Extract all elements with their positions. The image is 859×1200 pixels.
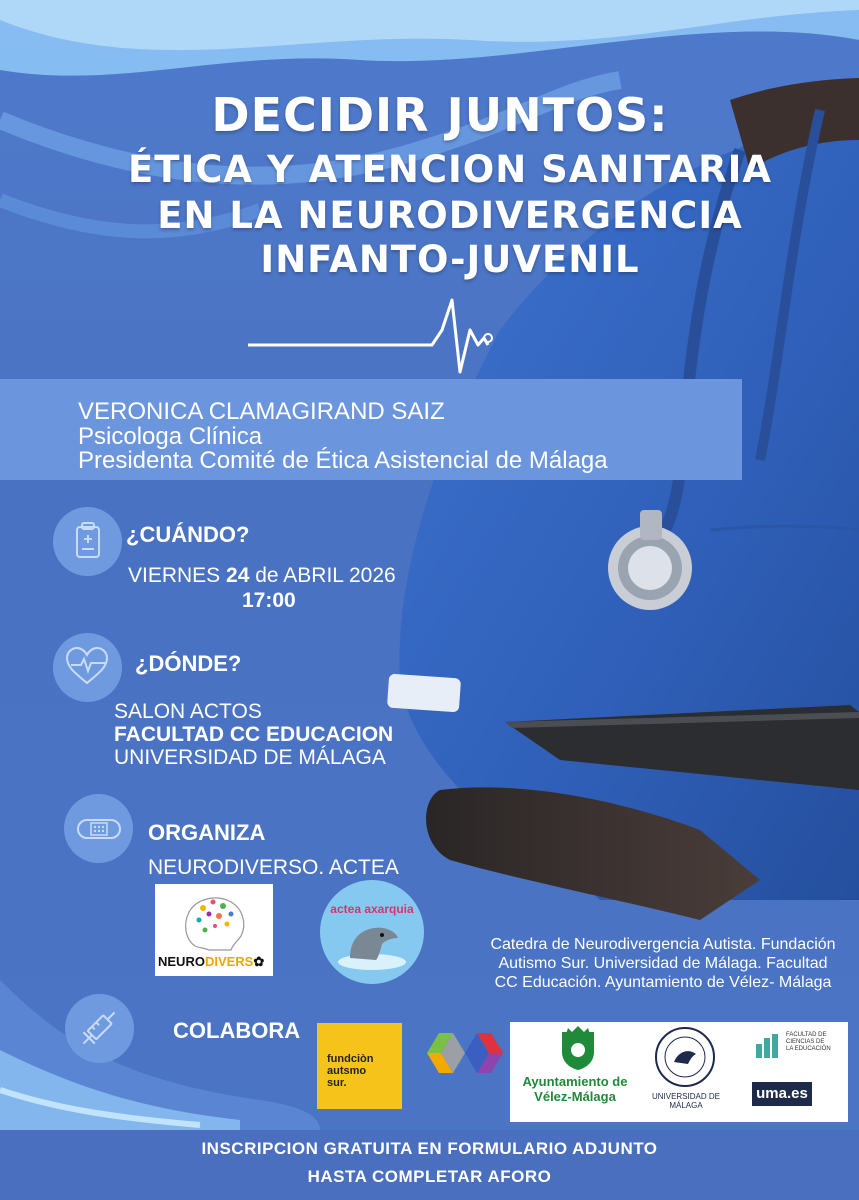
bandage-icon bbox=[64, 794, 133, 863]
facultad-line-1: FACULTAD DE bbox=[786, 1032, 827, 1038]
facultad-building-icon bbox=[754, 1034, 782, 1058]
neurodiverso-logo: NEURODIVERS✿ bbox=[155, 884, 273, 976]
fundacion-autismo-sur-logo bbox=[317, 1023, 402, 1109]
ayto-line-2: Vélez-Málaga bbox=[534, 1089, 616, 1104]
actea-text: actea axarquia bbox=[330, 902, 414, 916]
where-line-1: SALON ACTOS bbox=[114, 700, 262, 723]
fundacion-line-2: autsmo bbox=[327, 1065, 367, 1077]
organiza-label: ORGANIZA bbox=[148, 820, 266, 845]
where-line-3: UNIVERSIDAD DE MÁLAGA bbox=[114, 746, 386, 769]
uma-es-logo: uma.es bbox=[752, 1082, 812, 1106]
heart-pulse-icon bbox=[53, 633, 122, 702]
facultad-line-2: CIENCIAS DE bbox=[786, 1039, 825, 1045]
title-line-3: EN LA NEURODIVERGENCIA bbox=[157, 194, 743, 237]
catedra-logo bbox=[425, 1030, 505, 1076]
fundacion-line-1: fundciòn bbox=[327, 1053, 374, 1065]
uma-seal-icon bbox=[654, 1026, 716, 1088]
when-time: 17:00 bbox=[242, 589, 296, 612]
colabora-label: COLABORA bbox=[173, 1018, 301, 1043]
fundacion-line-3: sur. bbox=[327, 1077, 347, 1089]
where-line-2: FACULTAD CC EDUCACION bbox=[114, 723, 394, 746]
footer-line-2: HASTA COMPLETAR AFORO bbox=[307, 1167, 552, 1186]
where-label: ¿DÓNDE? bbox=[135, 651, 242, 676]
when-day-number: 24 bbox=[226, 564, 250, 587]
ayuntamiento-shield-icon bbox=[558, 1026, 598, 1072]
neurodiverso-text-b: DIVERS bbox=[204, 954, 254, 969]
when-date bbox=[128, 564, 396, 588]
speaker-position: Presidenta Comité de Ética Asistencial de Málaga bbox=[78, 447, 608, 474]
speaker-role: Psicologa Clínica bbox=[78, 423, 263, 450]
when-day-prefix: VIERNES bbox=[128, 564, 227, 587]
neurodiverso-text-a: NEURO bbox=[158, 954, 205, 969]
speaker-name: VERONICA CLAMAGIRAND SAIZ bbox=[78, 398, 445, 425]
syringe-icon bbox=[65, 994, 134, 1063]
colabora-text: Catedra de Neurodivergencia Autista. Fundación Autismo Sur. Universidad de Málaga. Facultad CC Educación. Ayuntamiento de Vélez- Málaga bbox=[490, 936, 836, 991]
when-day-suffix: de ABRIL 2026 bbox=[249, 564, 396, 587]
footer-line-1: INSCRIPCION GRATUITA EN FORMULARIO ADJUNTO bbox=[201, 1139, 658, 1158]
actea-logo bbox=[320, 880, 424, 984]
title-line-1: DECIDIR JUNTOS: bbox=[211, 88, 669, 142]
clipboard-icon bbox=[53, 507, 122, 576]
ayto-line-1: Ayuntamiento de bbox=[522, 1074, 628, 1089]
actea-mascot-graphic bbox=[320, 880, 424, 984]
institutions-logo-panel bbox=[510, 1022, 848, 1122]
title-line-4: INFANTO-JUVENIL bbox=[260, 238, 640, 281]
organiza-text: NEURODIVERSO. ACTEA bbox=[148, 856, 399, 879]
facultad-line-3: LA EDUCACIÓN bbox=[786, 1046, 831, 1052]
title-line-2: ÉTICA Y ATENCION SANITARIA bbox=[128, 148, 772, 191]
when-label: ¿CUÁNDO? bbox=[126, 522, 250, 547]
uma-caption: UNIVERSIDAD DE MÁLAGA bbox=[651, 1092, 720, 1110]
